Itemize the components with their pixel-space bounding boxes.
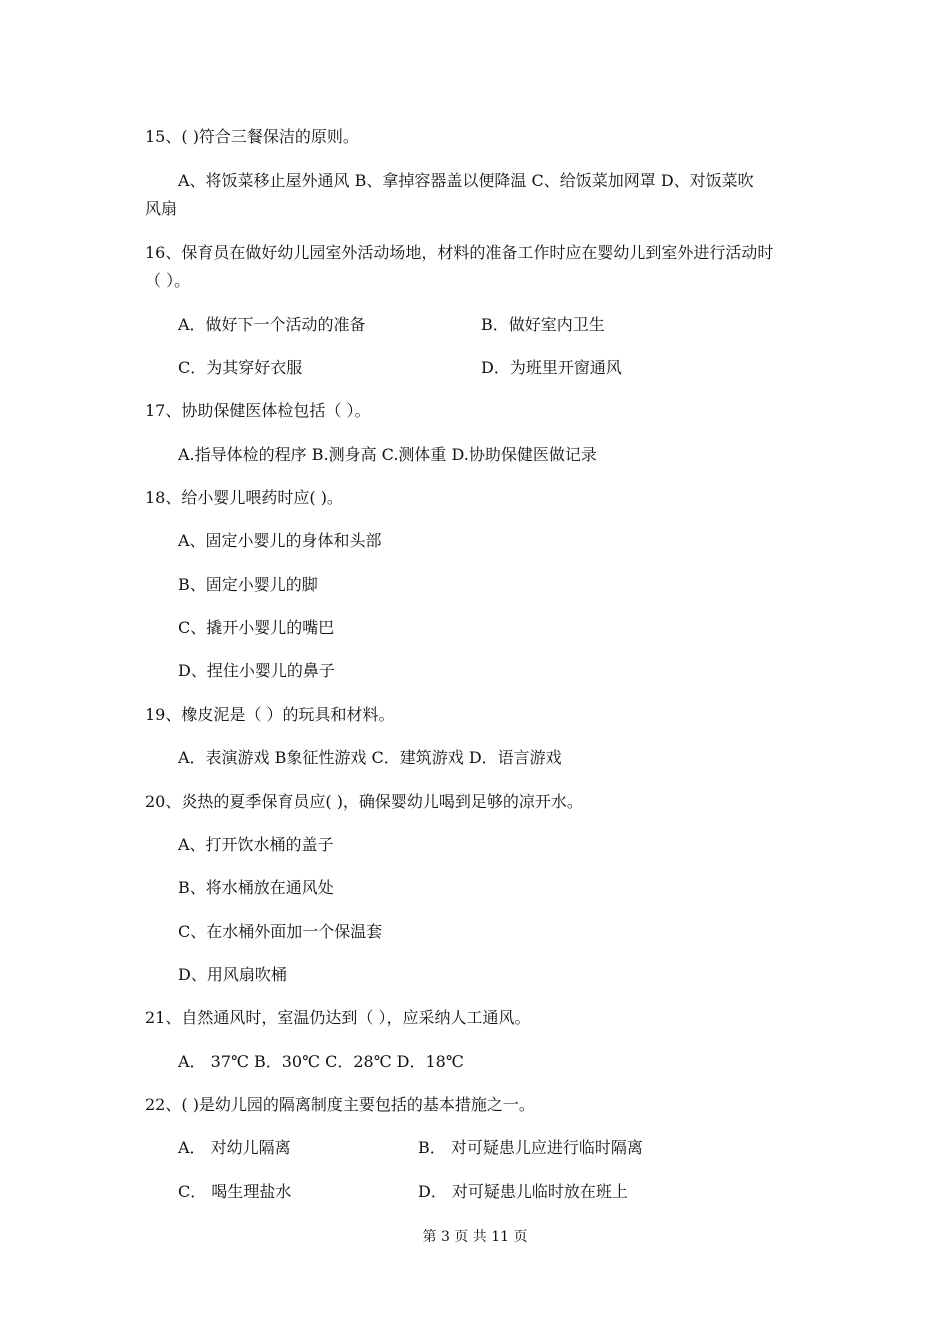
- question-16-stem: 16、保育员在做好幼儿园室外活动场地，材料的准备工作时应在婴幼儿到室外进行活动时: [145, 243, 774, 262]
- question-22-option-c: C． 喝生理盐水: [178, 1182, 292, 1201]
- question-21-stem: 21、自然通风时，室温仍达到（ ），应采纳人工通风。: [145, 1008, 531, 1027]
- question-20-option-d: D、用风扇吹桶: [178, 965, 287, 984]
- question-20-option-b: B、将水桶放在通风处: [178, 878, 334, 897]
- question-18-option-c: C、撬开小婴儿的嘴巴: [178, 618, 335, 637]
- question-22-option-d: D． 对可疑患儿临时放在班上: [418, 1182, 628, 1201]
- question-16-option-d: D．为班里开窗通风: [481, 358, 622, 377]
- question-20-option-c: C、在水桶外面加一个保温套: [178, 922, 383, 941]
- question-19-options: A．表演游戏 B象征性游戏 C．建筑游戏 D．语言游戏: [178, 748, 562, 767]
- question-22-option-b: B． 对可疑患儿应进行临时隔离: [418, 1138, 643, 1157]
- question-18-option-a: A、固定小婴儿的身体和头部: [178, 531, 382, 550]
- question-17-options: A.指导体检的程序 B.测身高 C.测体重 D.协助保健医做记录: [178, 445, 597, 464]
- question-16-stem-cont: （ ）。: [145, 271, 191, 290]
- question-16-option-c: C．为其穿好衣服: [178, 358, 303, 377]
- question-19-stem: 19、橡皮泥是（ ）的玩具和材料。: [145, 705, 395, 724]
- question-15-options-cont: 风扇: [145, 199, 178, 218]
- question-20-stem: 20、炎热的夏季保育员应( )，确保婴幼儿喝到足够的凉开水。: [145, 792, 583, 811]
- question-15-options: A、将饭菜移止屋外通风 B、拿掉容器盖以便降温 C、给饭菜加网罩 D、对饭菜吹: [178, 171, 754, 190]
- question-17-stem: 17、协助保健医体检包括（ ）。: [145, 401, 371, 420]
- question-18-option-b: B、固定小婴儿的脚: [178, 575, 318, 594]
- question-18-stem: 18、给小婴儿喂药时应( )。: [145, 488, 343, 507]
- question-16-option-a: A．做好下一个活动的准备: [178, 315, 366, 334]
- question-16-option-b: B．做好室内卫生: [481, 315, 605, 334]
- question-21-options: A． 37℃ B．30℃ C．28℃ D．18℃: [178, 1052, 464, 1071]
- page-number: 第 3 页 共 11 页: [422, 1229, 528, 1245]
- question-22-stem: 22、( )是幼儿园的隔离制度主要包括的基本措施之一。: [145, 1095, 535, 1114]
- question-20-option-a: A、打开饮水桶的盖子: [178, 835, 334, 854]
- question-22-option-a: A． 对幼儿隔离: [178, 1138, 291, 1157]
- question-18-option-d: D、捏住小婴儿的鼻子: [178, 661, 335, 680]
- question-15-stem: 15、( )符合三餐保洁的原则。: [145, 127, 359, 146]
